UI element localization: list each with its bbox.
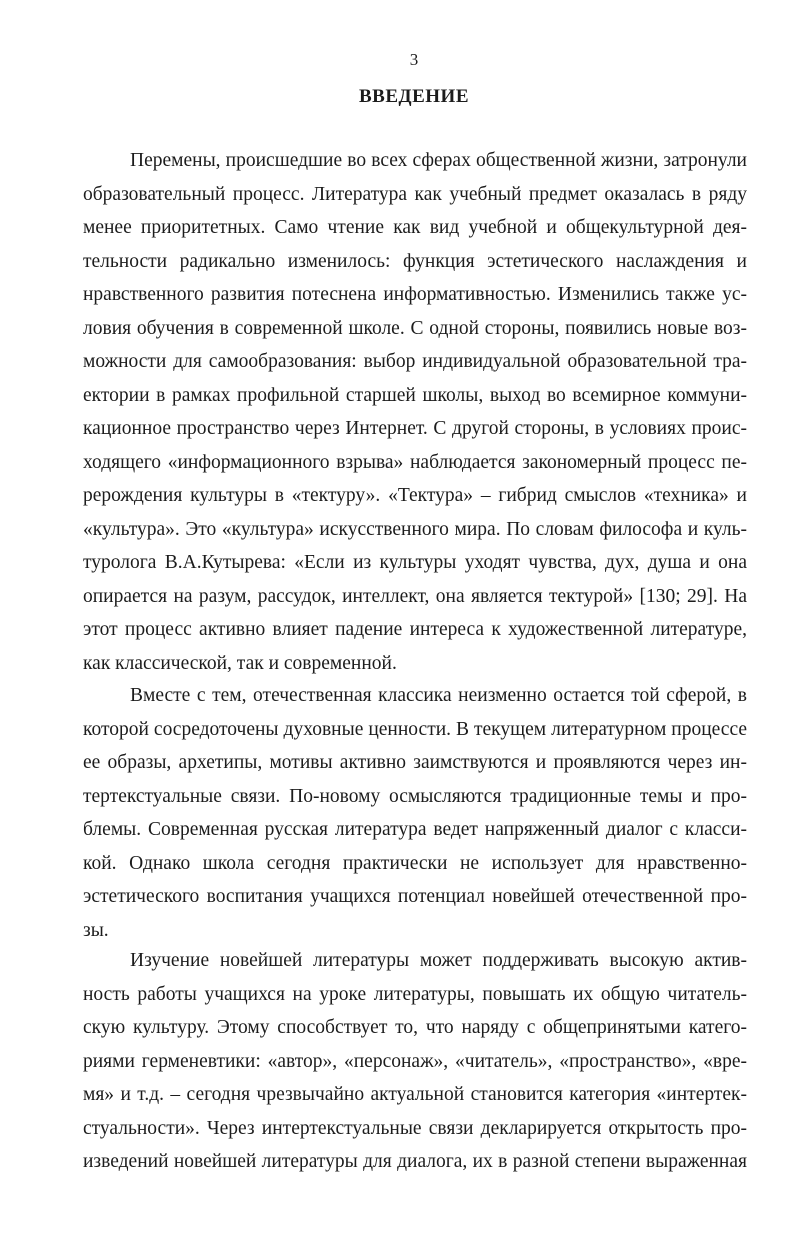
text-line: которой сосредоточены духовные ценности. В текущем литературном процессе: [83, 718, 747, 740]
paragraph-2: [83, 679, 747, 947]
text-line: рерождения культуры в «тектуру». «Тектура» – гибрид смыслов «техника» и: [83, 485, 747, 506]
text-line: этот процесс активно влияет падение интереса к художественной литературе,: [83, 619, 747, 640]
text-line: менее приоритетных. Само чтение как вид учебной и общекультурной дея-: [83, 217, 747, 238]
text-line: как классической, так и современной.: [83, 652, 397, 674]
text-line: риями герменевтики: «автор», «персонаж», «читатель», «пространство», «вре-: [83, 1050, 747, 1072]
text-line: ее образы, архетипы, мотивы активно заимствуются и проявляются через ин-: [83, 752, 747, 773]
text-line: ловия обучения в современной школе. С одной стороны, появились новые воз-: [83, 317, 747, 339]
text-line: туролога В.А.Кутырева: «Если из культуры уходят чувства, дух, душа и она: [83, 552, 747, 573]
text-line: стуальности». Через интертекстуальные связи декларируется открытость про-: [83, 1117, 747, 1139]
text-line: изведений новейшей литературы для диалога, их в разной степени выраженная: [83, 1151, 747, 1172]
text-line: блемы. Современная русская литература ведет напряженный диалог с класси-: [83, 819, 747, 840]
page-number: 3: [409, 50, 419, 69]
text-line: зы.: [83, 919, 109, 941]
text-line: кационное пространство через Интернет. С другой стороны, в условиях проис-: [83, 418, 747, 439]
text-line: ектории в рамках профильной старшей школы, выход во всемирное коммуни-: [83, 384, 747, 406]
text-line: ность работы учащихся на уроке литературы, повышать их общую читатель-: [83, 983, 747, 1005]
text-line: эстетического воспитания учащихся потенциал новейшей отечественной про-: [83, 886, 747, 907]
text-line: Вместе с тем, отечественная классика неизменно остается той сферой, в: [130, 685, 747, 706]
text-line: Перемены, происшедшие во всех сферах общественной жизни, затронули: [130, 150, 747, 171]
text-line: кой. Однако школа сегодня практически не использует для нравственно-: [83, 852, 747, 874]
text-line: Изучение новейшей литературы может поддерживать высокую актив-: [130, 950, 747, 971]
paragraph-3: [83, 944, 747, 1179]
page-title: ВВЕДЕНИЕ: [359, 86, 469, 107]
text-line: нравственного развития потеснена информативностью. Изменились также ус-: [83, 284, 747, 305]
text-line: можности для самообразования: выбор индивидуальной образовательной тра-: [83, 351, 747, 372]
text-line: «культура». Это «культура» искусственного мира. По словам философа и куль-: [83, 518, 747, 540]
text-line: скую культуру. Этому способствует то, что наряду с общепринятыми катего-: [83, 1017, 747, 1038]
text-line: тельности радикально изменилось: функция эстетического наслаждения и: [83, 250, 747, 272]
text-line: образовательный процесс. Литература как учебный предмет оказалась в ряду: [83, 183, 747, 205]
text-line: тертекстуальные связи. По-новому осмысляются традиционные темы и про-: [83, 785, 747, 807]
text-line: ходящего «информационного взрыва» наблюдается закономерный процесс пе-: [83, 451, 747, 473]
text-line: мя» и т.д. – сегодня чрезвычайно актуальной становится категория «интертек-: [83, 1084, 747, 1105]
paragraph-1: [83, 144, 747, 680]
text-line: опирается на разум, рассудок, интеллект, она является тектурой» [130; 29]. На: [83, 585, 747, 607]
